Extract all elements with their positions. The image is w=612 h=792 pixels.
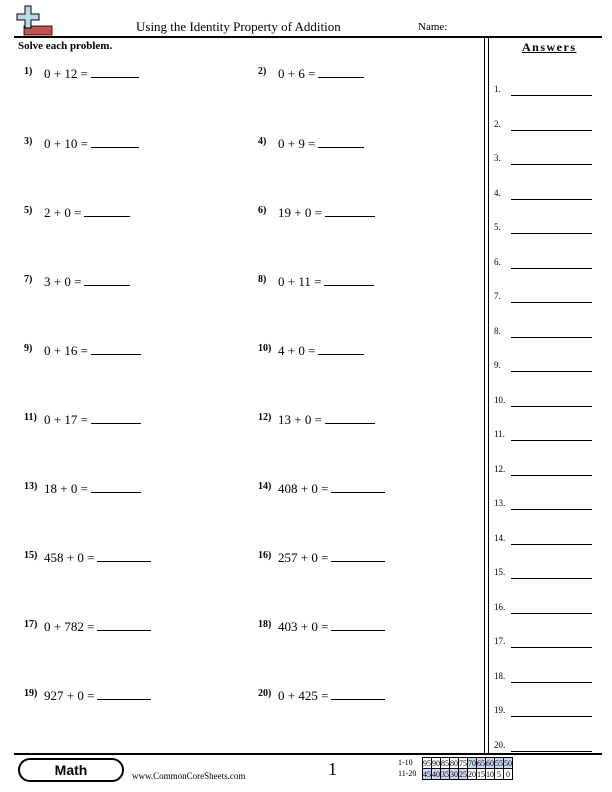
- answer-row: [494, 464, 594, 476]
- answer-row: [494, 740, 594, 752]
- answer-line[interactable]: [511, 164, 592, 165]
- answer-line[interactable]: [511, 509, 592, 510]
- answer-number: 13.: [494, 498, 506, 508]
- answer-line[interactable]: [511, 751, 592, 752]
- problem-number: 2): [258, 66, 267, 77]
- answer-row: [494, 84, 594, 96]
- score-cell: 5: [495, 769, 504, 780]
- answer-row: [494, 188, 594, 200]
- problem-expression: 13 + 0 =: [278, 412, 322, 427]
- answer-blank[interactable]: [97, 688, 151, 700]
- answer-row: [494, 326, 594, 338]
- score-cell: 10: [486, 769, 494, 779]
- header-divider: [14, 36, 602, 38]
- answer-blank[interactable]: [84, 274, 130, 286]
- answer-blank[interactable]: [331, 688, 385, 700]
- answer-row: [494, 705, 594, 717]
- problem-number: 4): [258, 136, 267, 147]
- problem-expression: 0 + 6 =: [278, 66, 316, 81]
- answer-line[interactable]: [511, 647, 592, 648]
- answer-line[interactable]: [511, 716, 592, 717]
- problem-number: 10): [258, 343, 272, 354]
- answer-blank[interactable]: [318, 343, 364, 355]
- answer-row: [494, 567, 594, 579]
- score-cell: 80: [450, 758, 458, 768]
- score-cell: 35: [441, 769, 449, 779]
- answer-number: 10.: [494, 395, 506, 405]
- answer-blank[interactable]: [84, 205, 130, 217]
- answer-line[interactable]: [511, 682, 592, 683]
- answer-row: [494, 395, 594, 407]
- answer-blank[interactable]: [97, 619, 151, 631]
- score-cell: 30: [450, 769, 458, 779]
- answer-line[interactable]: [511, 199, 592, 200]
- answer-blank[interactable]: [91, 66, 139, 78]
- problem-number: 13): [24, 481, 38, 492]
- answer-line[interactable]: [511, 130, 592, 131]
- score-cell: 0: [504, 769, 513, 780]
- footer-divider: [14, 753, 602, 755]
- problem-expression: 927 + 0 =: [44, 688, 95, 703]
- problem-number: 18): [258, 619, 272, 630]
- answer-column-divider-right: [488, 37, 489, 753]
- answer-line[interactable]: [511, 337, 592, 338]
- problem-expression: 0 + 425 =: [278, 688, 329, 703]
- problem-expression: 18 + 0 =: [44, 481, 88, 496]
- problem-number: 16): [258, 550, 272, 561]
- score-cell: 70: [468, 758, 476, 768]
- answer-line[interactable]: [511, 440, 592, 441]
- answer-number: 18.: [494, 671, 506, 681]
- answer-row: [494, 429, 594, 441]
- problem-expression: 0 + 9 =: [278, 136, 316, 151]
- answer-number: 19.: [494, 705, 506, 715]
- answer-blank[interactable]: [324, 274, 374, 286]
- score-cell: 55: [495, 758, 503, 768]
- answer-line[interactable]: [511, 95, 592, 96]
- score-cell: 20: [468, 769, 476, 779]
- answer-line[interactable]: [511, 475, 592, 476]
- answer-row: [494, 533, 594, 545]
- answer-row: [494, 671, 594, 683]
- subject-badge: Math: [18, 758, 124, 782]
- problem-expression: 2 + 0 =: [44, 205, 82, 220]
- problem-expression: 0 + 16 =: [44, 343, 88, 358]
- site-url[interactable]: www.CommonCoreSheets.com: [132, 771, 246, 781]
- problem-number: 5): [24, 205, 33, 216]
- problem-expression: 0 + 12 =: [44, 66, 88, 81]
- answer-column-divider-left: [484, 37, 485, 753]
- answer-row: [494, 602, 594, 614]
- score-row-label: 1-10: [398, 758, 413, 767]
- answer-row: [494, 222, 594, 234]
- answer-number: 1.: [494, 84, 501, 94]
- answer-line[interactable]: [511, 613, 592, 614]
- problem-expression: 403 + 0 =: [278, 619, 329, 634]
- answer-number: 16.: [494, 602, 506, 612]
- answer-number: 5.: [494, 222, 501, 232]
- problem-number: 17): [24, 619, 38, 630]
- score-cell: 25: [459, 769, 467, 779]
- answer-blank[interactable]: [97, 550, 151, 562]
- answer-number: 3.: [494, 153, 501, 163]
- answer-blank[interactable]: [318, 66, 364, 78]
- score-cell: 65: [477, 758, 485, 768]
- answer-number: 4.: [494, 188, 501, 198]
- problem-expression: 4 + 0 =: [278, 343, 316, 358]
- problem-number: 6): [258, 205, 267, 216]
- answer-line[interactable]: [511, 302, 592, 303]
- answer-row: [494, 636, 594, 648]
- problem-number: 7): [24, 274, 33, 285]
- answer-line[interactable]: [511, 233, 592, 234]
- problem-expression: 458 + 0 =: [44, 550, 95, 565]
- score-cell: 90: [432, 758, 440, 768]
- answer-row: [494, 291, 594, 303]
- problem-number: 14): [258, 481, 272, 492]
- problem-number: 11): [24, 412, 37, 423]
- answer-row: [494, 257, 594, 269]
- answer-blank[interactable]: [91, 481, 141, 493]
- problem-expression: 19 + 0 =: [278, 205, 322, 220]
- answer-blank[interactable]: [325, 205, 375, 217]
- answer-number: 8.: [494, 326, 501, 336]
- answer-blank[interactable]: [91, 412, 141, 424]
- answer-line[interactable]: [511, 406, 592, 407]
- answer-number: 14.: [494, 533, 506, 543]
- answer-number: 15.: [494, 567, 506, 577]
- score-cell: 85: [441, 758, 449, 768]
- score-row: [423, 769, 513, 780]
- answer-number: 17.: [494, 636, 506, 646]
- answer-line[interactable]: [511, 578, 592, 579]
- score-row: [423, 758, 513, 769]
- score-cell: 50: [504, 758, 512, 768]
- worksheet-title: Using the Identity Property of Addition: [136, 19, 341, 34]
- answer-row: [494, 360, 594, 372]
- score-cell: 45: [423, 769, 431, 779]
- answer-blank[interactable]: [325, 412, 375, 424]
- answer-row: [494, 119, 594, 131]
- plus-minus-logo-icon: [14, 4, 54, 38]
- score-cell: 95: [423, 758, 431, 768]
- score-row-label: 11-20: [398, 769, 417, 778]
- answer-blank[interactable]: [331, 550, 385, 562]
- answer-blank[interactable]: [318, 136, 364, 148]
- answer-number: 2.: [494, 119, 501, 129]
- problem-expression: 0 + 11 =: [278, 274, 322, 289]
- problem-expression: 257 + 0 =: [278, 550, 329, 565]
- answer-number: 9.: [494, 360, 501, 370]
- answer-blank[interactable]: [331, 481, 385, 493]
- problem-expression: 0 + 17 =: [44, 412, 88, 427]
- answer-blank[interactable]: [331, 619, 385, 631]
- answer-row: [494, 498, 594, 510]
- instructions: Solve each problem.: [18, 40, 113, 52]
- problem-number: 9): [24, 343, 33, 354]
- answer-line[interactable]: [511, 544, 592, 545]
- problem-expression: 0 + 10 =: [44, 136, 88, 151]
- score-grid: [422, 757, 513, 780]
- answer-line[interactable]: [511, 371, 592, 372]
- problem-expression: 3 + 0 =: [44, 274, 82, 289]
- problem-number: 19): [24, 688, 38, 699]
- problem-expression: 0 + 782 =: [44, 619, 95, 634]
- answer-number: 20.: [494, 740, 506, 750]
- score-cell: 40: [432, 769, 440, 779]
- page-number: 1: [328, 759, 337, 779]
- answer-number: 12.: [494, 464, 506, 474]
- problem-number: 8): [258, 274, 267, 285]
- name-label: Name:: [418, 21, 448, 33]
- answer-row: [494, 153, 594, 165]
- score-cell: 15: [477, 769, 485, 779]
- answers-title: Answers: [522, 40, 577, 54]
- answer-number: 11.: [494, 429, 505, 439]
- problem-number: 1): [24, 66, 33, 77]
- problem-number: 12): [258, 412, 272, 423]
- problem-number: 20): [258, 688, 272, 699]
- problem-expression: 408 + 0 =: [278, 481, 329, 496]
- answer-number: 6.: [494, 257, 501, 267]
- answer-blank[interactable]: [91, 136, 139, 148]
- answer-number: 7.: [494, 291, 501, 301]
- problem-number: 3): [24, 136, 33, 147]
- score-cell: 75: [459, 758, 467, 768]
- problem-number: 15): [24, 550, 38, 561]
- answer-blank[interactable]: [91, 343, 141, 355]
- score-cell: 60: [486, 758, 494, 768]
- answer-line[interactable]: [511, 268, 592, 269]
